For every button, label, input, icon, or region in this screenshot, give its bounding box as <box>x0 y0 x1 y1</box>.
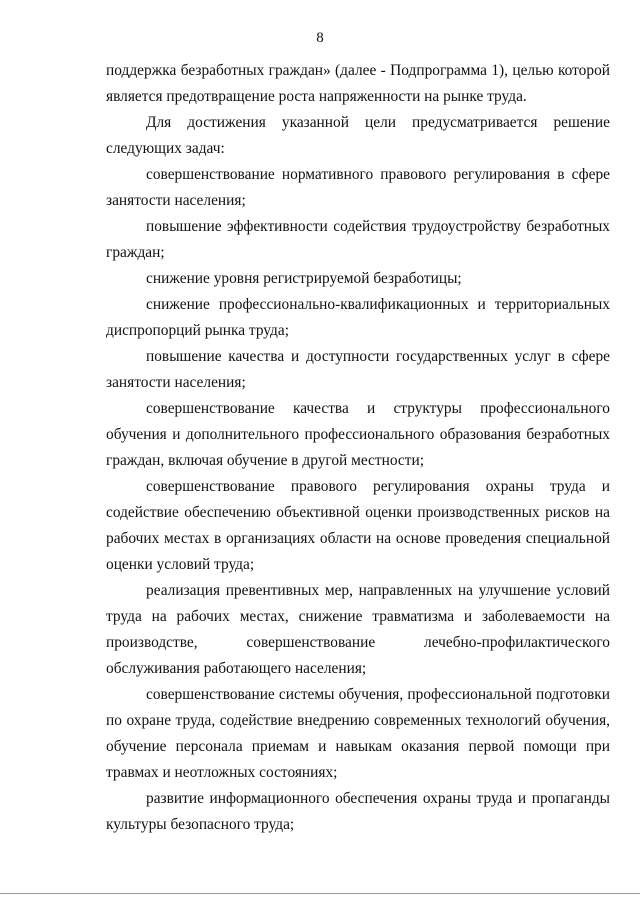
page-bottom-divider <box>0 893 640 894</box>
paragraph: реализация превентивных мер, направленных на улучшение условий труда на рабочих местах, снижение травматизма и заболеваемости на производстве, совершенствование лечебно-профилактического обслуживания работающего населения; <box>106 582 610 677</box>
paragraph: повышение эффективности содействия трудоустройству безработных граждан; <box>106 218 610 261</box>
paragraph: повышение качества и доступности государственных услуг в сфере занятости населения; <box>106 348 610 391</box>
paragraph: снижение уровня регистрируемой безработицы; <box>146 270 462 287</box>
paragraph: развитие информационного обеспечения охраны труда и пропаганды культуры безопасного труда; <box>106 790 610 833</box>
paragraph: поддержка безработных граждан» (далее - Подпрограмма 1), целью которой является предотвращение роста напряженности на рынке труда. <box>106 62 610 105</box>
paragraph: совершенствование качества и структуры профессионального обучения и дополнительного профессионального образования безработных граждан, включая обучение в другой местности; <box>106 400 610 469</box>
paragraph: Для достижения указанной цели предусматривается решение следующих задач: <box>106 114 610 157</box>
paragraph: совершенствование нормативного правового регулирования в сфере занятости населения; <box>106 166 610 209</box>
paragraph: снижение профессионально-квалификационных и территориальных диспропорций рынка труда; <box>106 296 610 339</box>
page-number: 8 <box>316 30 324 46</box>
paragraph: совершенствование правового регулирования охраны труда и содействие обеспечению объективной оценки производственных рисков на рабочих местах в организациях области на основе проведения специальной оценки условий труда; <box>106 478 610 573</box>
paragraph: совершенствование системы обучения, профессиональной подготовки по охране труда, содействие внедрению современных технологий обучения, обучение персонала приемам и навыкам оказания первой помощи при травмах и неотложных состояниях; <box>106 686 610 781</box>
document-body <box>106 58 610 838</box>
